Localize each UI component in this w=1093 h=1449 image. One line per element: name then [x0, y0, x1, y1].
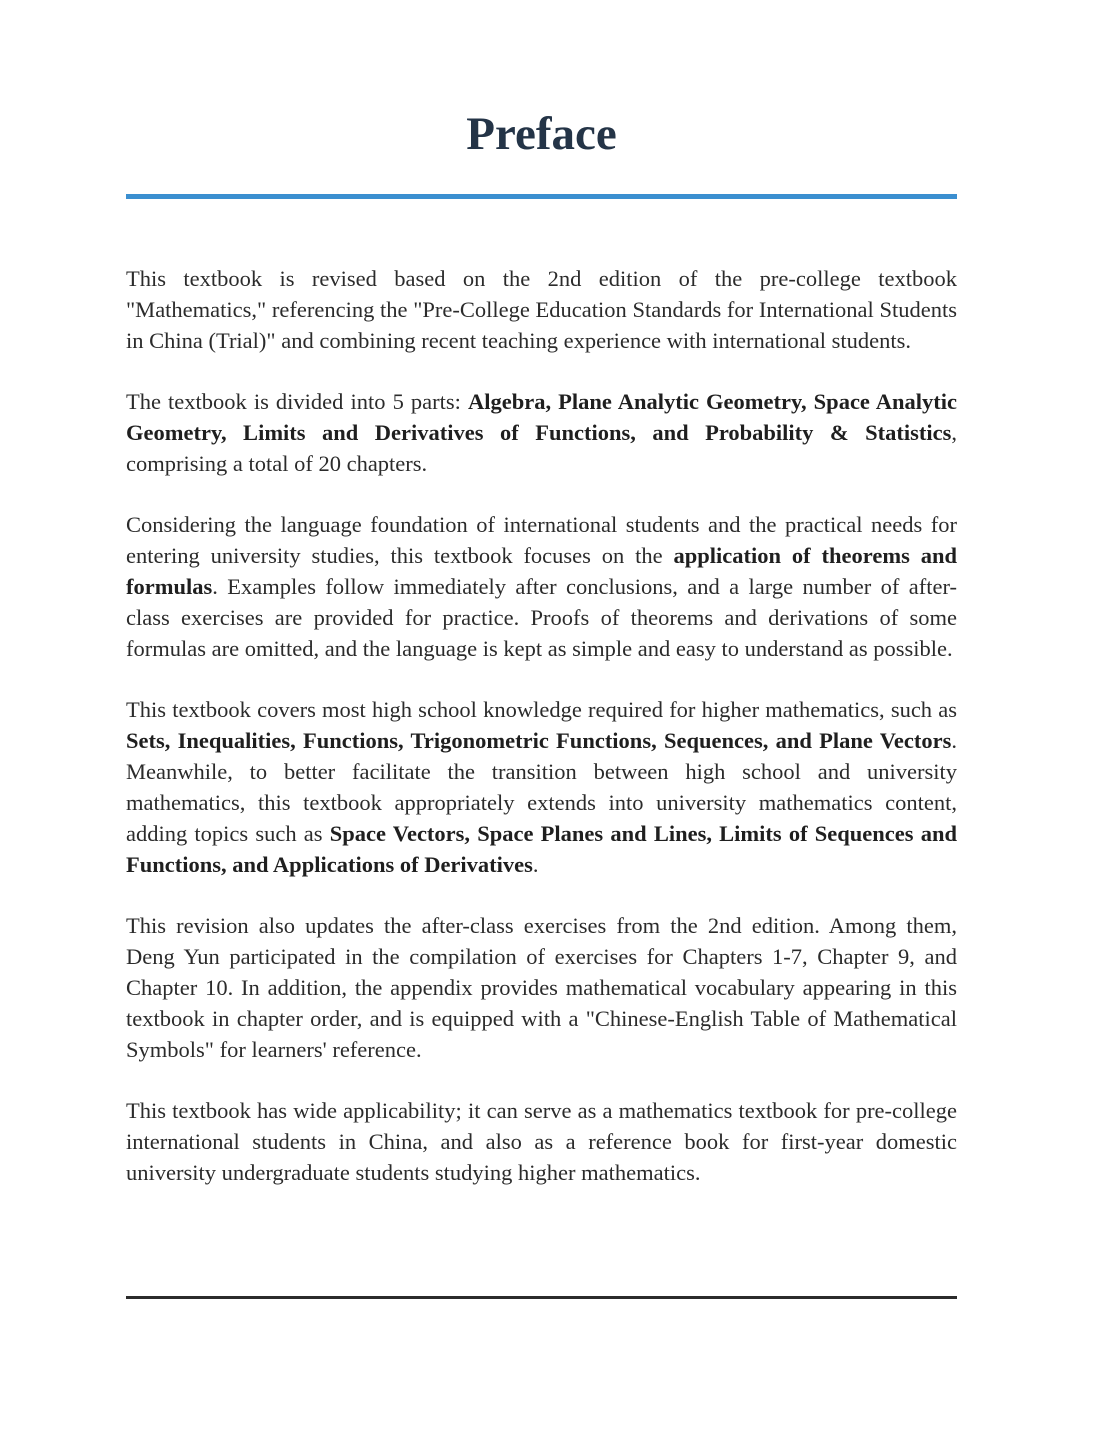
- paragraph-6-text: This textbook has wide applicability; it can serve as a mathematics textbook for pre-college international students in China, and also as a reference book for first-year domestic university undergraduate students studying higher mathematics.: [126, 1098, 957, 1185]
- paragraph-2-parts-list: Algebra, Plane Analytic Geometry, Space Analytic Geometry, Limits and Derivatives of Functions, and Probability & Statistics: [126, 389, 957, 445]
- page-title: Preface: [466, 108, 617, 160]
- paragraph-4-lead: This textbook covers most high school knowledge required for higher mathematics, such as: [126, 697, 957, 722]
- paragraph-5: [126, 910, 957, 1065]
- paragraph-1-text: This textbook is revised based on the 2nd edition of the pre-college textbook "Mathematics," referencing the "Pre-College Education Standards for International Students in China (Trial)" and combining recent teaching experience with international students.: [126, 266, 957, 353]
- paragraph-2-tail: , comprising a total of 20 chapters.: [126, 420, 957, 476]
- paragraph-6: [126, 1095, 957, 1188]
- paragraph-3-emphasis: application of theorems and formulas: [126, 543, 957, 599]
- title-divider: [126, 194, 957, 199]
- paragraph-4-mid: . Meanwhile, to better facilitate the transition between high school and university mathematics, this textbook appropriately extends into university mathematics content, adding topics such as: [126, 728, 957, 846]
- preface-body: [126, 263, 957, 1218]
- paragraph-1: [126, 263, 957, 356]
- paragraph-2-lead: The textbook is divided into 5 parts:: [126, 389, 468, 414]
- paragraph-2: [126, 386, 957, 479]
- paragraph-4-topics-university: Space Vectors, Space Planes and Lines, Limits of Sequences and Functions, and Applications of Derivatives: [126, 821, 957, 877]
- paragraph-4: [126, 694, 957, 880]
- paragraph-4-topics-high-school: Sets, Inequalities, Functions, Trigonometric Functions, Sequences, and Plane Vectors: [126, 728, 952, 753]
- paragraph-4-tail: .: [532, 852, 539, 877]
- paragraph-3-lead: Considering the language foundation of international students and the practical needs for entering university studies, this textbook focuses on the: [126, 512, 957, 568]
- paragraph-3: [126, 509, 957, 664]
- paragraph-3-tail: . Examples follow immediately after conclusions, and a large number of after-class exercises are provided for practice. Proofs of theorems and derivations of some formulas are omitted, and the language is kept as simple and easy to understand as possible.: [126, 574, 957, 661]
- bottom-divider: [126, 1296, 957, 1299]
- paragraph-5-text: This revision also updates the after-class exercises from the 2nd edition. Among them, Deng Yun participated in the compilation of exercises for Chapters 1-7, Chapter 9, and Chapter 10. In addition, the appendix provides mathematical vocabulary appearing in this textbook in chapter order, and is equipped with a "Chinese-English Table of Mathematical Symbols" for learners' reference.: [126, 913, 957, 1062]
